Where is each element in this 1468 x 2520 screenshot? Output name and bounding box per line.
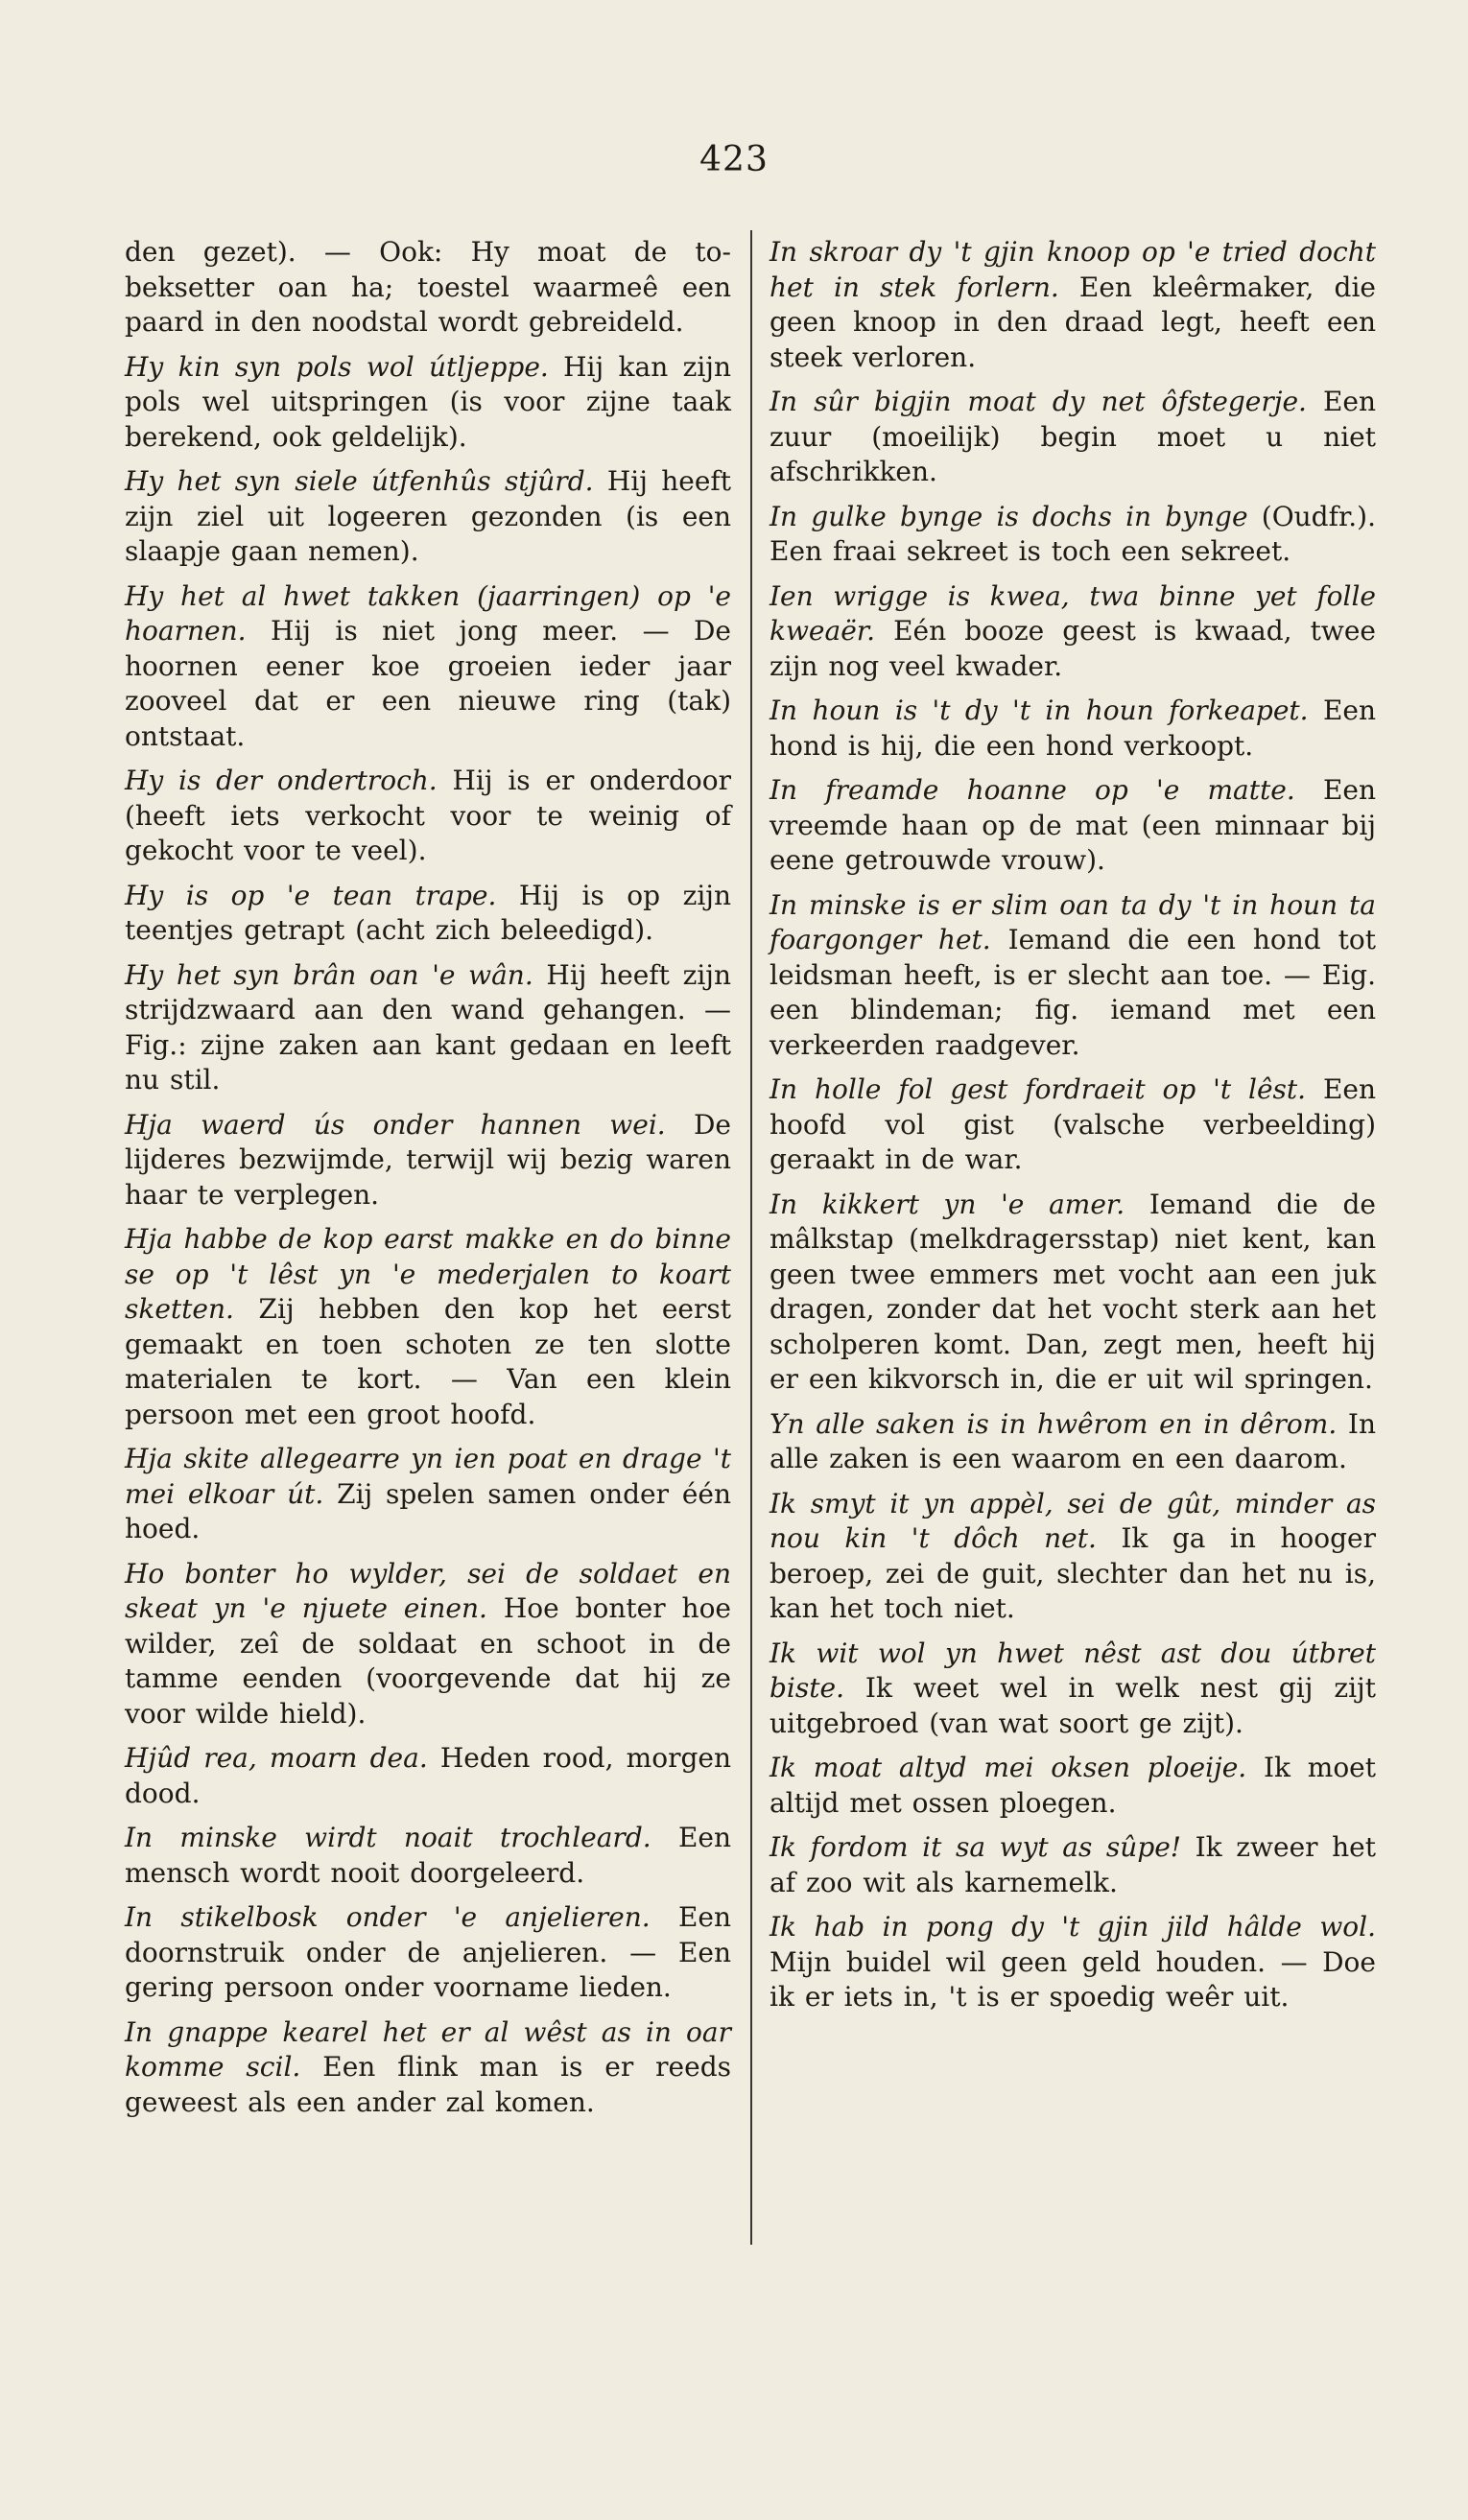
proverb-entry: Hy kin syn pols wol útljeppe. Hij kan zijn pols wel uitspringen (is voor zijne taak berekend, ook geldelijk). [125, 350, 731, 453]
proverb-entry: Ik smyt it yn appèl, sei de gût, minder as nou kin 't dôch net. Ik ga in hooger beroep, zei de guit, slechter dan het nu is, kan het toch niet. [770, 1487, 1376, 1624]
proverb-entry: In sûr bigjin moat dy net ôfstegerje. Een zuur (moeilijk) begin moet u niet afschrikken. [770, 386, 1376, 487]
proverb-entry: In minske wirdt noait trochleard. Een mensch wordt nooit doorgeleerd. [125, 1822, 731, 1889]
proverb-entry: Hja waerd ús onder hannen wei. De lijderes bezwijmde, terwijl wij bezig waren haar te verplegen. [125, 1108, 731, 1211]
proverb-entry: In kikkert yn 'e amer. Iemand die de mâlkstap (melkdragersstap) niet kent, kan geen twee emmers met vocht aan een juk dragen, zonder dat het vocht sterk aan het scholperen komt. Dan, zegt men, heeft hij er een kikvorsch in, die er uit wil springen. [770, 1188, 1376, 1395]
proverb-entry: In gulke bynge is dochs in bynge (Oudfr.). Een fraai sekreet is toch een sekreet. [770, 500, 1376, 567]
proverb-entry: Hy het syn siele útfenhûs stjûrd. Hij heeft zijn ziel uit logeeren gezonden (is een slaapje gaan nemen). [125, 465, 731, 567]
proverb-entry: Ho bonter ho wylder, sei de soldaet en skeat yn 'e njuete einen. Hoe bonter hoe wilder, zeî de soldaat en schoot in de tamme eenden (voorgevende dat hij ze voor wilde hield). [125, 1557, 731, 1730]
proverb-entry: Hja habbe de kop earst makke en do binne se op 't lêst yn 'e mederjalen to koart sketten. Zij hebben den kop het eerst gemaakt en toen schoten ze ten slotte materialen te kort. — Van een klein persoon met een groot hoofd. [125, 1223, 731, 1430]
proverb-entry: Ik fordom it sa wyt as sûpe! Ik zweer het af zoo wit als karnemelk. [770, 1831, 1376, 1898]
proverb-entry: Ik moat altyd mei oksen ploeije. Ik moet altijd met ossen ploegen. [770, 1752, 1376, 1819]
proverb-entry: den gezet). — Ook: Hy moat de to-beksetter oan ha; toestel waarmeê een paard in den noodstal wordt gebreideld. [125, 236, 731, 338]
proverb-entry: Hy het syn brân oan 'e wân. Hij heeft zijn strijdzwaard aan den wand gehangen. — Fig.: zijne zaken aan kant gedaan en leeft nu stil. [125, 958, 732, 1095]
proverb-entry: In skroar dy 't gjin knoop op 'e tried docht het in stek forlern. Een kleêrmaker, die geen knoop in den draad legt, heeft een steek verloren. [770, 236, 1377, 373]
proverb-entry: In minske is er slim oan ta dy 't in houn ta foargonger het. Iemand die een hond tot leidsman heeft, is er slecht aan toe. — Eig. een blindeman; fig. iemand met een verkeerden raadgever. [770, 888, 1377, 1061]
right-column [770, 235, 1376, 2025]
page-number: 423 [699, 140, 769, 179]
proverb-entry: In holle fol gest fordraeit op 't lêst. Een hoofd vol gist (valsche verbeelding) geraakt in de war. [770, 1073, 1376, 1175]
proverb-entry: Hy is der ondertroch. Hij is er onderdoor (heeft iets verkocht voor te weinig of gekocht voor te veel). [125, 765, 731, 866]
proverb-entry: Ien wrigge is kwea, twa binne yet folle kweaër. Eén booze geest is kwaad, twee zijn nog veel kwader. [770, 579, 1376, 682]
proverb-entry: In gnappe kearel het er al wêst as in oar komme scil. Een flink man is er reeds geweest als een ander zal komen. [125, 2015, 731, 2118]
proverb-entry: Ik wit wol yn hwet nêst ast dou útbret biste. Ik weet wel in welk nest gij zijt uitgebroed (van wat soort ge zijt). [770, 1637, 1376, 1739]
left-column [125, 235, 731, 2130]
column-divider [750, 230, 752, 2245]
proverb-entry: Yn alle saken is in hwêrom en in dêrom. In alle zaken is een waarom en een daarom. [770, 1407, 1376, 1474]
proverb-entry: Hja skite allegearre yn ien poat en drage 't mei elkoar út. Zij spelen samen onder één hoed. [125, 1443, 731, 1544]
proverb-entry: In stikelbosk onder 'e anjelieren. Een doornstruik onder de anjelieren. — Een gering persoon onder voorname lieden. [125, 1901, 732, 2003]
proverb-entry: Hy is op 'e tean trape. Hij is op zijn teentjes getrapt (acht zich beleedigd). [125, 879, 731, 946]
proverb-entry: In houn is 't dy 't in houn forkeapet. Een hond is hij, die een hond verkoopt. [770, 695, 1376, 762]
proverb-entry: Hjûd rea, moarn dea. Heden rood, morgen dood. [125, 1742, 731, 1809]
proverb-entry: Ik hab in pong dy 't gjin jild hâlde wol. Mijn buidel wil geen geld houden. — Doe ik er iets in, 't is er spoedig weêr uit. [770, 1911, 1376, 2013]
proverb-entry: Hy het al hwet takken (jaarringen) op 'e hoarnen. Hij is niet jong meer. — De hoornen eener koe groeien ieder jaar zooveel dat er een nieuwe ring (tak) ontstaat. [125, 579, 731, 752]
proverb-entry: In freamde hoanne op 'e matte. Een vreemde haan op de mat (een minnaar bij eene getrouwde vrouw). [770, 774, 1376, 876]
